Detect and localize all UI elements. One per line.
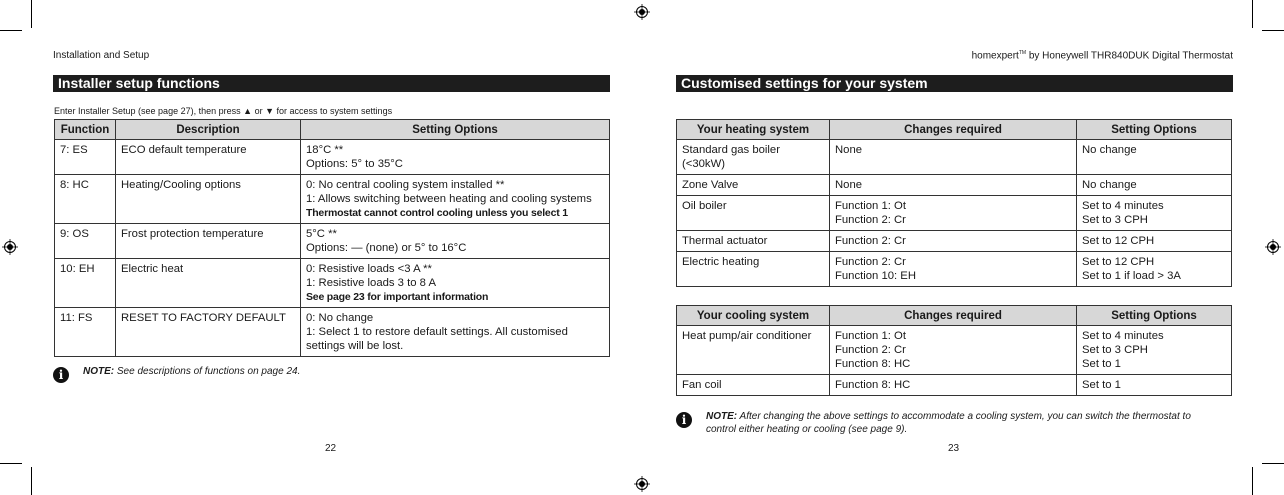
- header-cooling-system: Your cooling system: [677, 306, 830, 326]
- intro-prefix: Enter Installer Setup (see page 27), then press: [54, 106, 241, 116]
- option-line: 1: Allows switching between heating and cooling systems: [306, 193, 592, 205]
- system-cell: [677, 326, 830, 375]
- registration-mark-icon: [1265, 239, 1281, 255]
- changes-cell: [830, 140, 1077, 175]
- registration-mark-icon: [2, 239, 18, 255]
- cell-line: Oil boiler: [682, 200, 727, 212]
- header-setting-options: Setting Options: [301, 120, 610, 140]
- table-row: [677, 140, 1232, 175]
- options-cell: [1077, 252, 1232, 287]
- option-line: Options: 5° to 35°C: [306, 158, 403, 170]
- system-cell: [677, 196, 830, 231]
- changes-cell: [830, 231, 1077, 252]
- options-cell: [301, 308, 610, 357]
- cell-line: Function 2: Cr: [835, 235, 906, 247]
- cell-line: Function 1: Ot: [835, 200, 906, 212]
- cell-line: None: [835, 179, 863, 191]
- option-line: 1: Select 1 to restore default settings. All customised: [306, 326, 568, 338]
- options-cell: [1077, 140, 1232, 175]
- cell-line: Electric heating: [682, 256, 760, 268]
- options-cell: [1077, 375, 1232, 396]
- description-cell: Frost protection temperature: [116, 224, 301, 259]
- crop-mark: [1252, 467, 1253, 495]
- cooling-system-table: [676, 305, 1232, 396]
- intro-suffix: for access to system settings: [276, 106, 393, 116]
- table-row: [55, 224, 610, 259]
- note-text: After changing the above settings to accommodate a cooling system, you can switch the thermostat to control either heating or cooling (see page 9).: [706, 411, 1191, 435]
- crop-mark: [1262, 463, 1284, 464]
- header-changes: Changes required: [830, 120, 1077, 140]
- option-line: 0: No central cooling system installed **: [306, 179, 505, 191]
- crop-mark: [1262, 30, 1284, 31]
- table-header-row: [677, 120, 1232, 140]
- cell-line: Function 2: Cr: [835, 256, 906, 268]
- note-left: [83, 366, 300, 377]
- crop-mark: [1252, 0, 1253, 28]
- option-emphasis: See page 23 for important information: [306, 291, 489, 303]
- cell-line: Standard gas boiler: [682, 144, 780, 156]
- running-head-left: Installation and Setup: [53, 50, 150, 61]
- cell-line: Zone Valve: [682, 179, 739, 191]
- table-row: [677, 326, 1232, 375]
- description-cell: Electric heat: [116, 259, 301, 308]
- options-cell: [1077, 326, 1232, 375]
- description-cell: ECO default temperature: [116, 140, 301, 175]
- intro-or: or: [254, 106, 263, 116]
- crop-mark: [31, 0, 32, 28]
- installer-functions-table: [54, 119, 610, 357]
- options-cell: [301, 175, 610, 224]
- function-cell: 7: ES: [55, 140, 116, 175]
- cell-line: (<30kW): [682, 158, 725, 170]
- cell-line: Heat pump/air conditioner: [682, 330, 812, 342]
- page-number-right: 23: [948, 443, 960, 454]
- registration-mark-icon: [634, 476, 650, 492]
- cell-line: None: [835, 144, 863, 156]
- cell-line: Function 2: Cr: [835, 214, 906, 226]
- system-cell: [677, 175, 830, 196]
- cell-line: Set to 4 minutes: [1082, 330, 1164, 342]
- crop-mark: [0, 463, 22, 464]
- page-number-left: 22: [325, 443, 337, 454]
- running-head-rest: by Honeywell THR840DUK Digital Thermostat: [1028, 50, 1233, 62]
- note-label: NOTE:: [83, 366, 115, 377]
- changes-cell: [830, 252, 1077, 287]
- cell-line: Set to 12 CPH: [1082, 235, 1155, 247]
- option-line: 1: Resistive loads 3 to 8 A: [306, 277, 436, 289]
- header-setting-options: Setting Options: [1077, 120, 1232, 140]
- system-cell: [677, 375, 830, 396]
- cell-line: Set to 3 CPH: [1082, 214, 1148, 226]
- section-title-installer: Installer setup functions: [53, 75, 610, 92]
- table-row: [55, 308, 610, 357]
- header-heating-system: Your heating system: [677, 120, 830, 140]
- cell-line: Thermal actuator: [682, 235, 768, 247]
- option-line: Options: — (none) or 5° to 16°C: [306, 242, 467, 254]
- table-row: [677, 231, 1232, 252]
- changes-cell: [830, 175, 1077, 196]
- brand-name: homexpert: [971, 50, 1019, 62]
- cell-line: Set to 4 minutes: [1082, 200, 1164, 212]
- header-description: Description: [116, 120, 301, 140]
- function-cell: 8: HC: [55, 175, 116, 224]
- cell-line: Set to 3 CPH: [1082, 344, 1148, 356]
- note-right: [706, 410, 1216, 436]
- system-cell: [677, 140, 830, 175]
- table-row: [55, 259, 610, 308]
- option-line: 0: No change: [306, 312, 374, 324]
- table-row: [55, 175, 610, 224]
- options-cell: [301, 224, 610, 259]
- table-header-row: [677, 306, 1232, 326]
- cell-line: No change: [1082, 179, 1137, 191]
- up-arrow-icon: ▲: [243, 106, 253, 116]
- header-function: Function: [55, 120, 116, 140]
- cell-line: Function 8: HC: [835, 379, 911, 391]
- note-text: See descriptions of functions on page 24.: [116, 366, 301, 377]
- table-row: [677, 375, 1232, 396]
- function-cell: 11: FS: [55, 308, 116, 357]
- intro-instruction: [54, 106, 392, 116]
- options-cell: [1077, 175, 1232, 196]
- options-cell: [301, 259, 610, 308]
- cell-line: Set to 1: [1082, 358, 1121, 370]
- header-changes: Changes required: [830, 306, 1077, 326]
- cell-line: Function 2: Cr: [835, 344, 906, 356]
- cell-line: Set to 1: [1082, 379, 1121, 391]
- trademark-mark: TM: [1018, 50, 1027, 56]
- system-cell: [677, 252, 830, 287]
- table-row: [677, 196, 1232, 231]
- section-title-customised: Customised settings for your system: [676, 75, 1233, 92]
- options-cell: [301, 140, 610, 175]
- system-cell: [677, 231, 830, 252]
- option-line: 18°C **: [306, 144, 344, 156]
- changes-cell: [830, 326, 1077, 375]
- description-cell: Heating/Cooling options: [116, 175, 301, 224]
- changes-cell: [830, 196, 1077, 231]
- cell-line: Function 8: HC: [835, 358, 911, 370]
- cell-line: Set to 12 CPH: [1082, 256, 1155, 268]
- cell-line: Set to 1 if load > 3A: [1082, 270, 1181, 282]
- function-cell: 10: EH: [55, 259, 116, 308]
- options-cell: [1077, 231, 1232, 252]
- cell-line: Function 10: EH: [835, 270, 917, 282]
- cell-line: Fan coil: [682, 379, 722, 391]
- header-setting-options: Setting Options: [1077, 306, 1232, 326]
- down-arrow-icon: ▼: [265, 106, 275, 116]
- option-line: settings will be lost.: [306, 340, 404, 352]
- crop-mark: [31, 467, 32, 495]
- description-cell: RESET TO FACTORY DEFAULT: [116, 308, 301, 357]
- table-row: [677, 175, 1232, 196]
- option-emphasis: Thermostat cannot control cooling unless you select 1: [306, 207, 568, 219]
- info-icon: i: [676, 412, 692, 428]
- table-header-row: [55, 120, 610, 140]
- note-label: NOTE:: [706, 411, 738, 422]
- function-cell: 9: OS: [55, 224, 116, 259]
- running-head-right: [972, 50, 1233, 61]
- table-row: [677, 252, 1232, 287]
- options-cell: [1077, 196, 1232, 231]
- option-line: 0: Resistive loads <3 A **: [306, 263, 432, 275]
- cell-line: No change: [1082, 144, 1137, 156]
- cell-line: Function 1: Ot: [835, 330, 906, 342]
- crop-mark: [0, 30, 22, 31]
- changes-cell: [830, 375, 1077, 396]
- info-icon: i: [53, 367, 69, 383]
- table-row: [55, 140, 610, 175]
- registration-mark-icon: [634, 4, 650, 20]
- heating-system-table: [676, 119, 1232, 287]
- option-line: 5°C **: [306, 228, 337, 240]
